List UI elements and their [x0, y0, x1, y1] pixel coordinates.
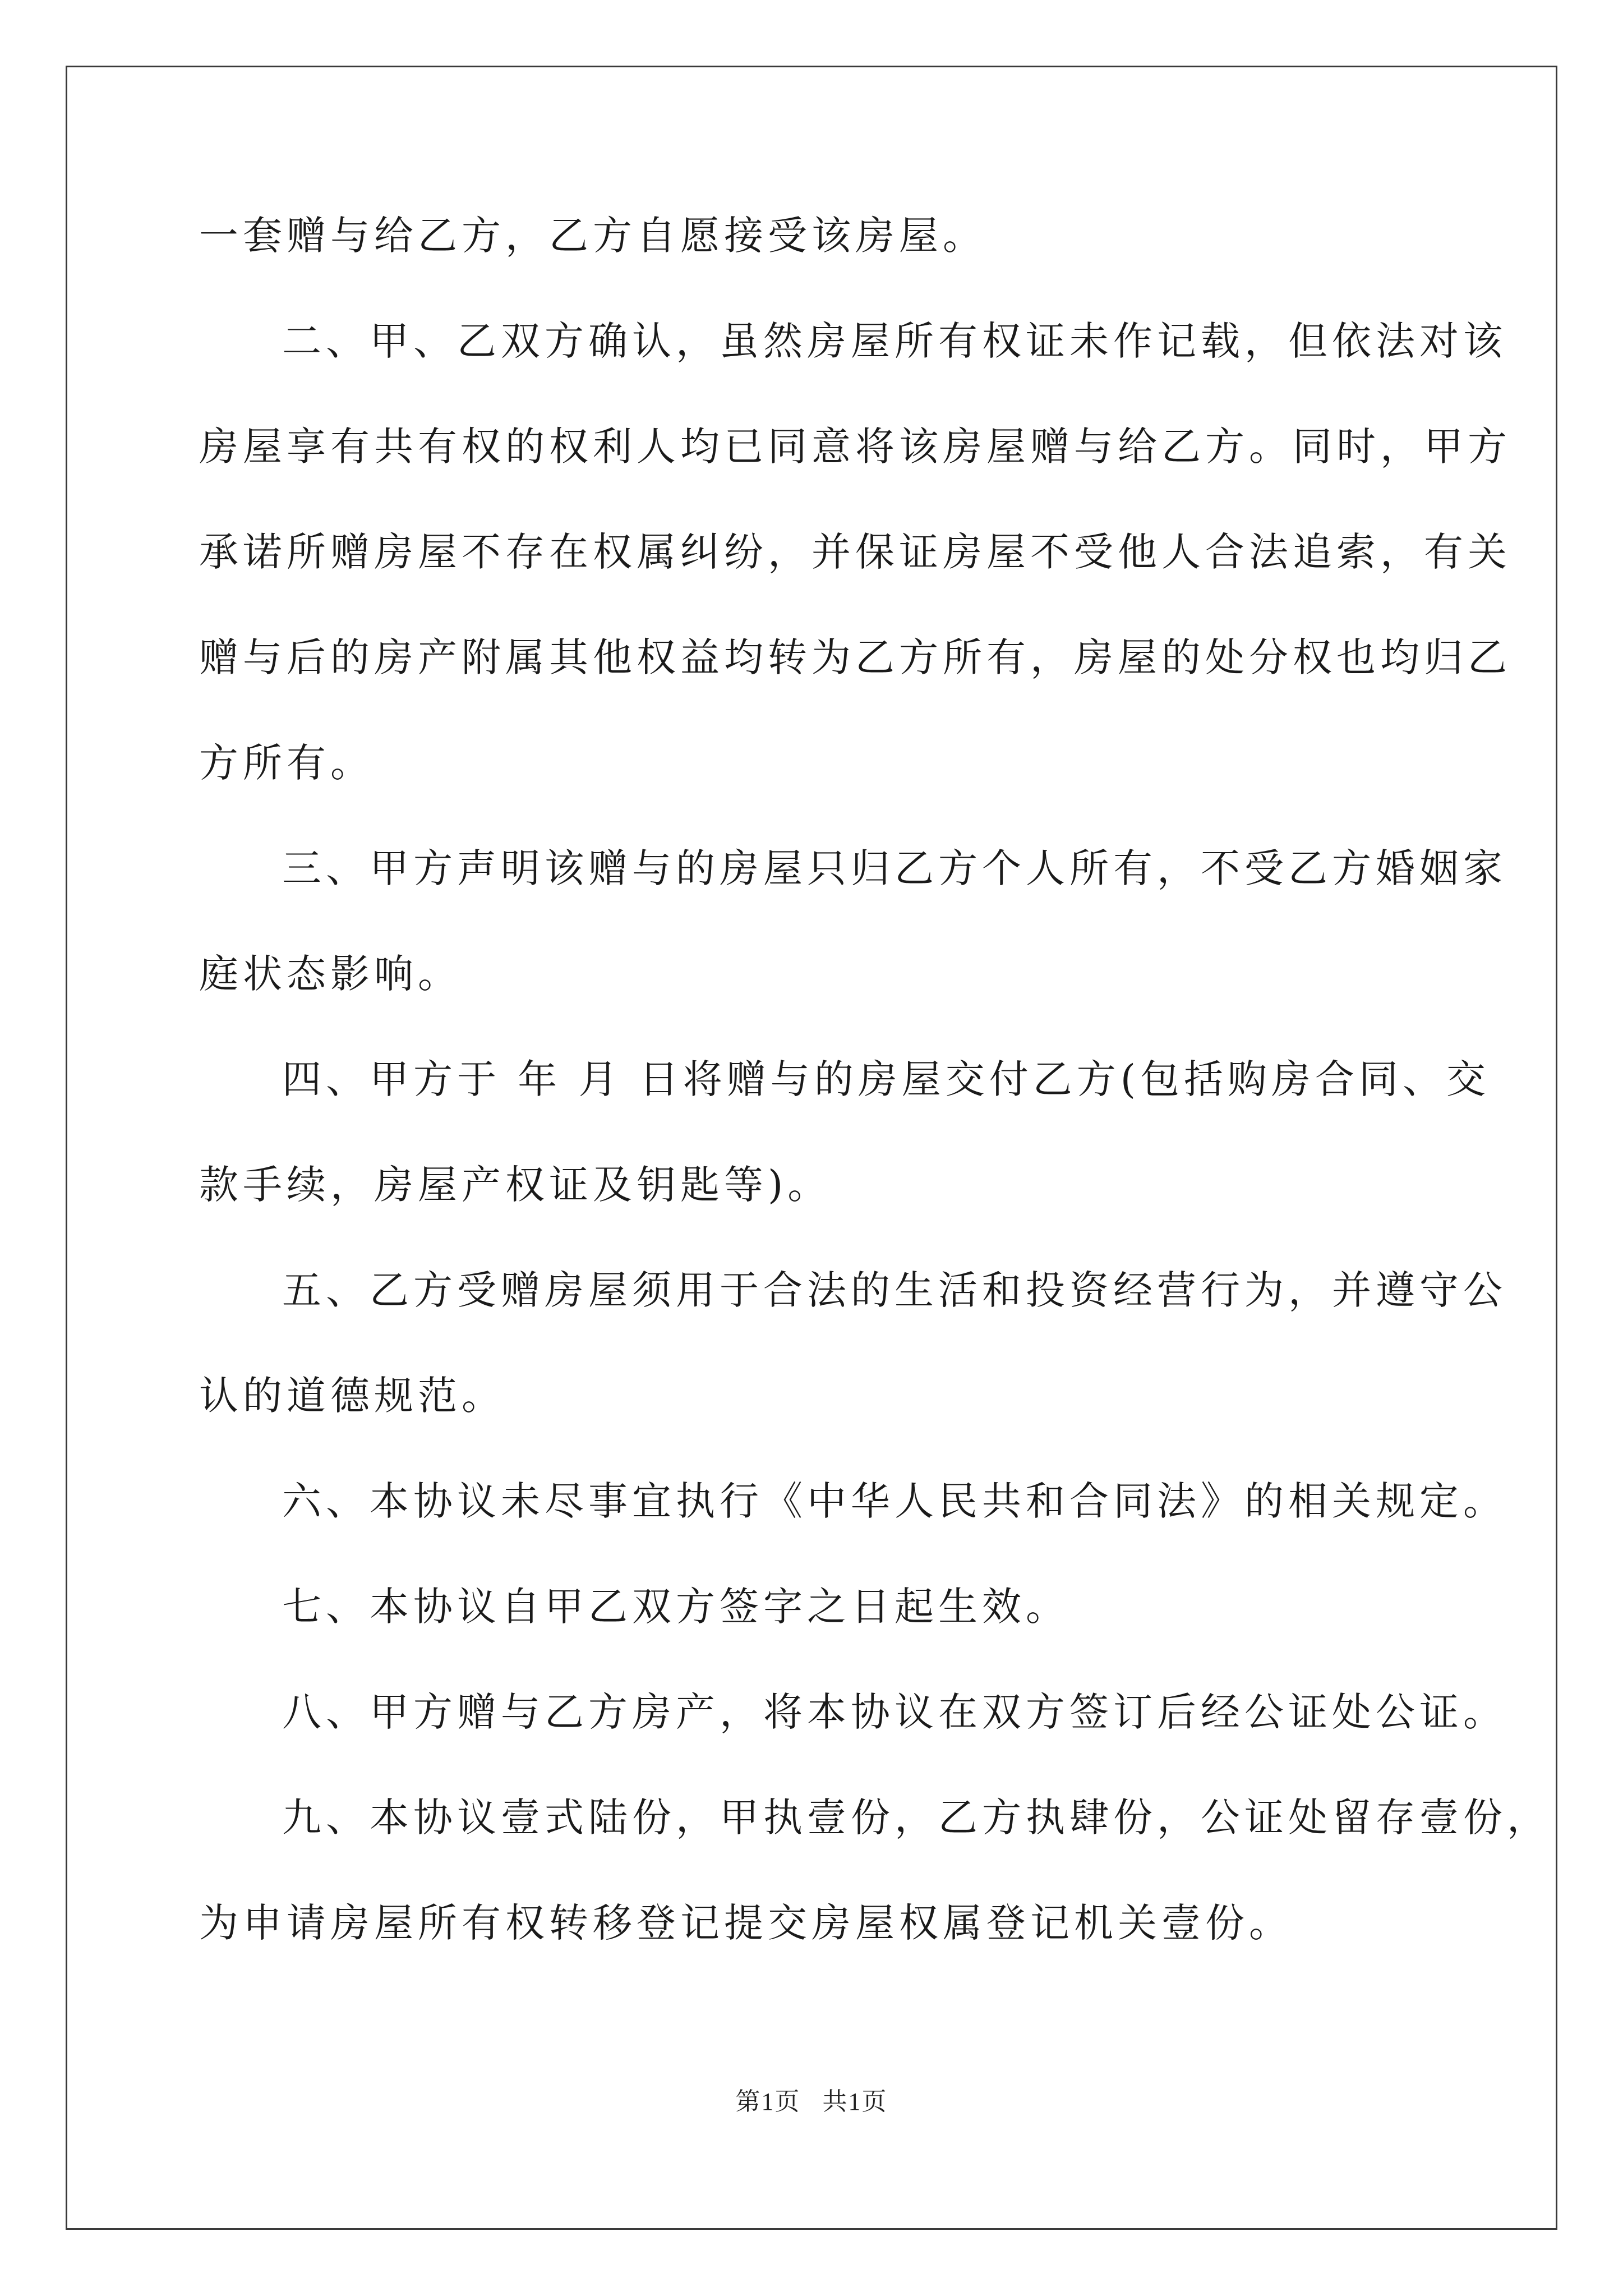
paragraph-line: 六、本协议未尽事宜执行《中华人民共和合同法》的相关规定。	[282, 1478, 1507, 1524]
paragraph-line: 认的道德规范。	[199, 1373, 505, 1419]
paragraph-line: 三、甲方声明该赠与的房屋只归乙方个人所有，不受乙方婚姻家	[282, 845, 1507, 891]
paragraph-line: 八、甲方赠与乙方房产，将本协议在双方签订后经公证处公证。	[282, 1689, 1507, 1735]
paragraph-line: 七、本协议自甲乙双方签字之日起生效。	[282, 1584, 1069, 1630]
page-footer	[0, 2081, 1623, 2117]
paragraph-line: 房屋享有共有权的权利人均已同意将该房屋赠与给乙方。同时，甲方	[199, 424, 1511, 470]
page-total: 共1页	[822, 2088, 888, 2115]
paragraph-line: 一套赠与给乙方，乙方自愿接受该房屋。	[199, 213, 986, 259]
paragraph-line: 九、本协议壹式陆份，甲执壹份，乙方执肆份，公证处留存壹份，	[282, 1795, 1551, 1841]
paragraph-line: 款手续，房屋产权证及钥匙等)。	[199, 1162, 832, 1208]
paragraph-line: 方所有。	[199, 740, 374, 786]
paragraph-line: 二、甲、乙双方确认，虽然房屋所有权证未作记载，但依法对该	[282, 318, 1507, 364]
paragraph-line: 承诺所赠房屋不存在权属纠纷，并保证房屋不受他人合法追索，有关	[199, 529, 1511, 575]
page-number: 第1页	[735, 2088, 801, 2115]
paragraph-line: 庭状态影响。	[199, 951, 462, 997]
paragraph-line: 四、甲方于 年 月 日将赠与的房屋交付乙方(包括购房合同、交	[282, 1056, 1491, 1102]
paragraph-line: 赠与后的房产附属其他权益均转为乙方所有，房屋的处分权也均归乙	[199, 634, 1511, 680]
paragraph-line: 为申请房屋所有权转移登记提交房屋权属登记机关壹份。	[199, 1900, 1293, 1946]
paragraph-line: 五、乙方受赠房屋须用于合法的生活和投资经营行为，并遵守公	[282, 1267, 1507, 1313]
